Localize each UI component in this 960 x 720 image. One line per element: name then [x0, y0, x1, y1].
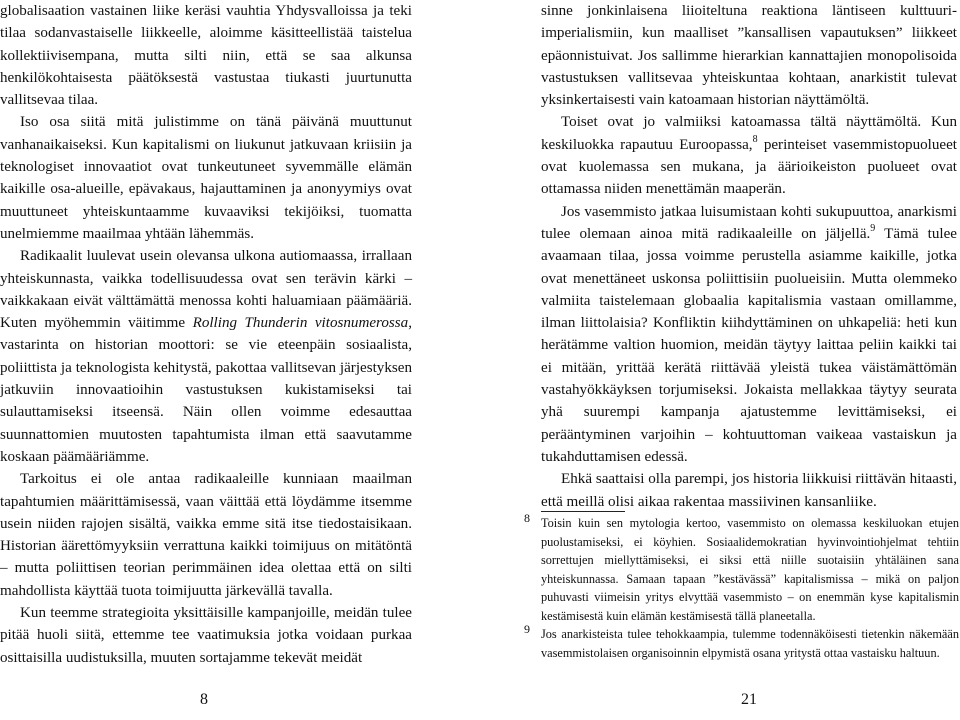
footnote-number: 8	[524, 511, 530, 525]
footnote	[524, 622, 959, 662]
paragraph: Tarkoitus ei ole antaa radikaaleille kunniaan maailman tapahtumien määrittämisessä, vaan väittää että löydämme itsemme usein niiden rajojen sisältä, vaikka emme sitä itse tiedostaisikaan. Historian äärettömyyksiin verrattuna kaikki toimijuus on mitätöntä – mutta poliittisen teorian perimmäinen idea olettaa että on silti mahdollista käyttää tuota toimijuutta järkevällä tavalla.	[0, 471, 412, 599]
right-page-text-column	[541, 0, 957, 513]
footnote-text: Jos anarkisteista tulee tehokkaampia, tulemme todennäköisesti tietenkin näkemään vasemmistolaisen organisoinnin elpymistä osana yritystä ottaa vastaisku haltuun.	[541, 627, 959, 660]
paragraph: globalisaation vastainen liike keräsi vauhtia Yhdysvalloissa ja teki tilaa sodanvastaiselle liikkeelle, aloimme käsitteellistää taistelua kollektiivisempana, mutta silti niin, että se saa alkunsa henkilökohtaisesta päätöksestä vastustaa tiukasti juurtunutta vallitsevaa tilaa.	[0, 3, 412, 109]
paragraph-text: Radikaalit luulevat usein olevansa ulkona autiomaassa, irrallaan yhteiskunnasta, vaikka todellisuudessa ovat sen terävin kärki – vaikkakaan eivät välttämättä menossa kohti haluamiaan päämääriä. Kuten myöhemmin väitimme	[0, 248, 412, 332]
paragraph-text: Tämä tulee avaamaan tilaa, jossa voimme perustella asiamme kaikille, jotka ovat menettäneet uskonsa poliittisiin puolueisiin. Mutta olemmeko valmiita taistelemaan globaalia kapitalismia vastaan omillamme, ilman liittolaisia? Konfliktin kiihdyttäminen on uhkapeliä: heti kun herätämme valtion huomion, meidän täytyy laittaa peliin kaikki tai ei mitään, yrittää kerätä riittävää yleistä tukea väistämättömän vastahyökkäyksen torjumiseksi. Jokaista mellakkaa täytyy seurata yhä suurempi kampanja ajatustemme levittämiseksi, ei perääntyminen varjoihin – kohtuuttoman vaikeaa vastaiskun ja tukahduttamisen edessä.	[541, 225, 957, 465]
paragraph: Kun teemme strategioita yksittäisille kampanjoille, meidän tulee pitää huoli siitä, ettemme tee vaatimuksia jotka voidaan purkaa osittaisilla uudistuksilla, muuten sortajamme tekevät meidät	[0, 605, 412, 666]
paragraph-text: , vastarinta on historian moottori: se vie eteenpäin sosiaalista, poliittista ja teknologista kehitystä, pakottaa vallitsevan järjestyksen jatkuviin innovaatioihin vastustuksen kukistamiseksi tai sulauttamiseksi itseensä. Näin ollen voimme edesauttaa suunnattomien muutosten tapahtumista ilman että saavutamme koskaan päämääriämme.	[0, 315, 412, 465]
paragraph	[541, 201, 957, 469]
paragraph-text: Jos vasemmisto jatkaa luisumistaan kohti sukupuuttoa, anarkismi tulee olemaan ainoa mitä radikaaleille on jäljellä.	[541, 203, 957, 242]
paragraph-text: Toiset ovat jo valmiiksi katoamassa tältä näyttämöltä. Kun keskiluokka rapautuu Euroopassa,	[541, 114, 957, 153]
paragraph: sinne jonkinlaisena liioiteltuna reaktiona läntiseen kulttuuri-imperialismiin, kun maalliset ”kansallisen vapautuksen” liikkeet epäonnistuivat. Jos sallimme hierarkian kannattajien monopolisoida vastustuksen vallitsevaa yhteiskuntaa kohtaan, anarkistit tulevat yksinkertaisesti vain katoamaan historian näyttämöltä.	[541, 3, 957, 109]
paragraph: Ehkä saattaisi olla parempi, jos historia liikkuisi riittävän hitaasti, että meillä olisi aikaa rakentaa massiivinen kansanliike.	[541, 471, 957, 510]
paragraph-text: perinteiset vasemmistopuolueet ovat kuolemassa sen mukana, ja äärioikeiston puolueet ovat ottamassa niiden menettämän maaperän.	[541, 136, 957, 198]
footnote-ref[interactable]: 9	[870, 222, 876, 234]
footnote-text: Toisin kuin sen mytologia kertoo, vasemmisto on olemassa keskiluokan etujen puolustamiseksi, ei köyhien. Sosiaalidemokratian hyvinvointiohjelmat tehtiin sorrettujen miellyttämiseksi, ei siksi että niille suotaisiin yhtäläinen sana yhteiskunnassa. Samaan tapaan ”kestävässä” kapitalismissa – mikä on paljon puhuvasti viimeisin yritys elvyttää vasemmisto – on enemmän kyse kapitalismin kestämisestä kuin elämän kestämisestä tällä planeetalla.	[541, 516, 959, 623]
footnotes	[524, 511, 959, 662]
footnote-ref[interactable]: 8	[752, 133, 758, 145]
footnote-number: 9	[524, 622, 530, 636]
footnote	[524, 511, 959, 625]
paragraph: Iso osa siitä mitä julistimme on tänä päivänä muuttunut vanhanaikaiseksi. Kun kapitalismi on liukunut jatkuvaan kriisiin ja teknologiset innovaatiot ovat tunkeutuneet syvemmälle elämän kaikille osa-alueille, epävakaus, hajauttaminen ja anonyymiys ovat muuttuneet yhteiskuntaamme kuvaaviksi tekijöiksi, tuomatta unelmiemme maailmaa yhtään lähemmäs.	[0, 114, 412, 242]
publication-title: Rolling Thunderin vitosnumerossa	[192, 315, 409, 332]
footnote-divider	[541, 511, 625, 512]
paragraph	[0, 245, 412, 468]
left-page-text-column	[0, 0, 412, 669]
page-number-right: 21	[741, 691, 757, 708]
page-number-left: 8	[200, 691, 208, 708]
paragraph	[541, 111, 957, 200]
